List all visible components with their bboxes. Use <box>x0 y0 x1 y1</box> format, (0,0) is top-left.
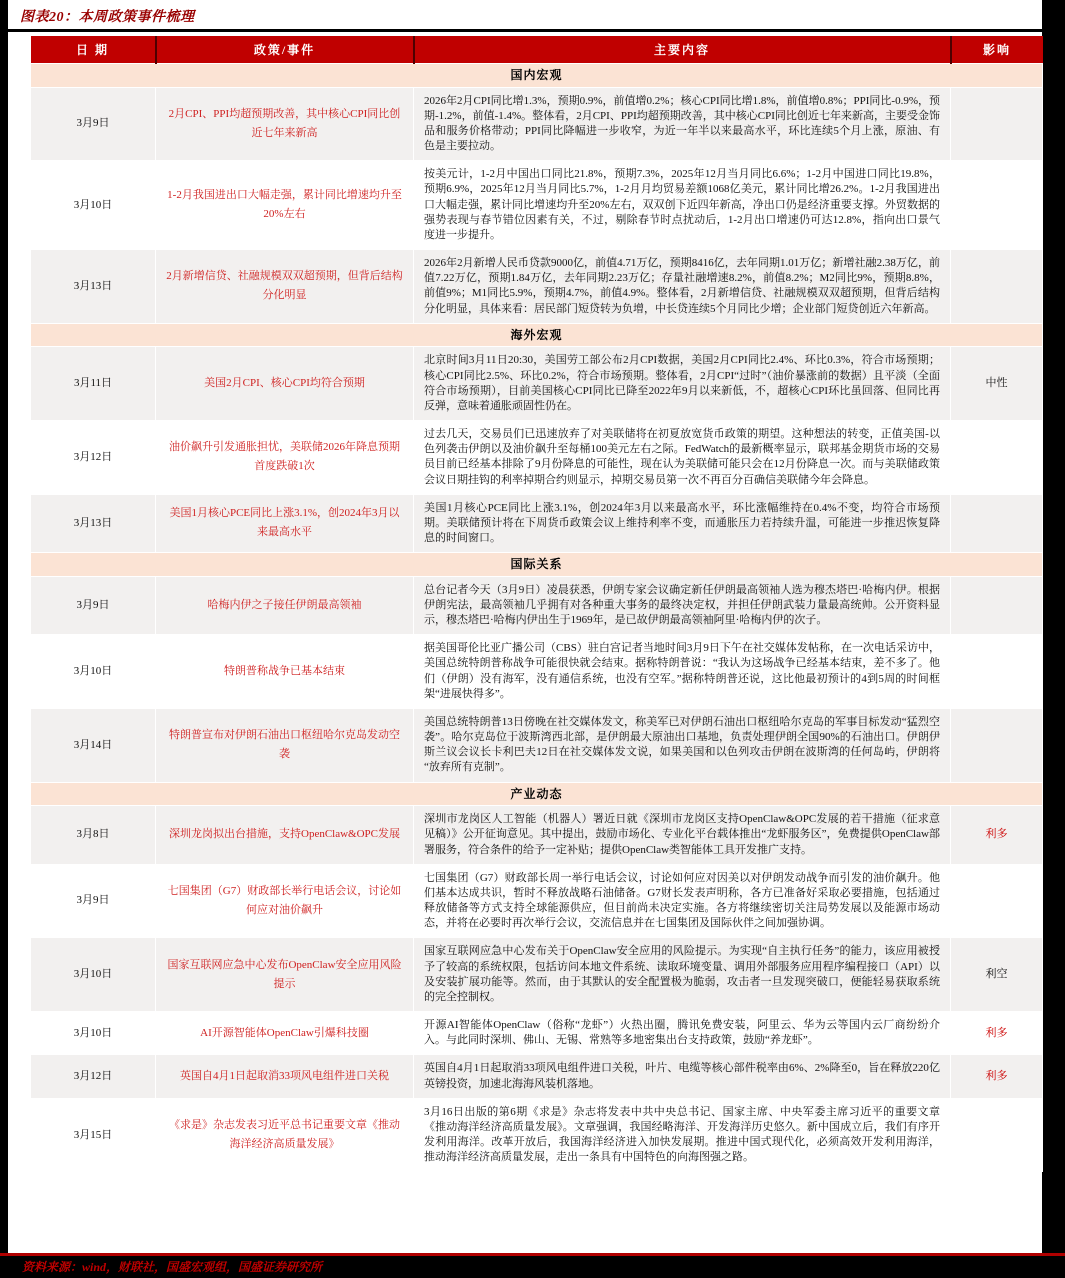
impact-cell: 利多 <box>951 1055 1043 1098</box>
section-header-row <box>31 553 1043 577</box>
date-cell: 3月10日 <box>31 635 156 709</box>
content-cell: 美国总统特朗普13日傍晚在社交媒体发文，称美军已对伊朗石油出口枢纽哈尔克岛的军事目标发动“猛烈空袭”。哈尔克岛位于波斯湾西北部，是伊朗最大原油出口基地，负责处理伊朗全国90%的石油出口。伊朗伊斯兰议会议长卡利巴夫12日在社交媒体发文说，如果美国和以色列攻击伊朗在波斯湾的任何岛屿，伊朗将“放弃所有克制”。 <box>414 708 951 782</box>
table-row <box>31 938 1043 1012</box>
column-header-content: 主要内容 <box>414 36 951 64</box>
footer-bar <box>0 1256 1065 1278</box>
content-cell: 深圳市龙岗区人工智能（机器人）署近日就《深圳市龙岗区支持OpenClaw&OPC发展的若干措施（征求意见稿）》公开征询意见。其中提出，鼓励市场化、专业化平台载体推出“龙虾服务区”，免费提供OpenClaw部署服务，符合条件的给予一定补贴；提供OpenClaw类智能体工具开发推广支持。 <box>414 806 951 865</box>
section-header-row <box>31 64 1043 88</box>
event-cell: 2月CPI、PPI均超预期改善，其中核心CPI同比创近七年来新高 <box>156 87 414 161</box>
event-cell: 特朗普称战争已基本结束 <box>156 635 414 709</box>
column-header-event: 政策/事件 <box>156 36 414 64</box>
section-title: 海外宏观 <box>31 323 1043 347</box>
table-row <box>31 708 1043 782</box>
table-header <box>31 36 1043 64</box>
table-row <box>31 1012 1043 1055</box>
event-cell: 深圳龙岗拟出台措施，支持OpenClaw&OPC发展 <box>156 806 414 865</box>
impact-cell <box>951 421 1043 495</box>
impact-cell <box>951 161 1043 250</box>
page-title: 图表20：本周政策事件梳理 <box>20 10 195 25</box>
table-row <box>31 347 1043 421</box>
date-cell: 3月13日 <box>31 250 156 324</box>
content-cell: 按美元计，1-2月中国出口同比21.8%，预期7.3%，2025年12月当月同比6.6%；1-2月中国进口同比19.8%，预期6.9%，2025年12月当月同比5.7%，1-2月月均贸易差额1068亿美元，累计同比增26.2%。1-2月我国进出口大幅走强，累计同比增速均升至20%左右，双双创下近四年新高，净出口仍是经济重要支撑。外贸数据的强势表现与春节错位因素有关，不过，剔除春节时点扰动后，1-2月出口增速仍可达12.8%，指向出口景气度进一步提升。 <box>414 161 951 250</box>
content-cell: 据美国哥伦比亚广播公司（CBS）驻白宫记者当地时间3月9日下午在社交媒体发帖称，在一次电话采访中，美国总统特朗普称战争可能很快就会结束。据称特朗普说：“我认为这场战争已经基本结束，差不多了。他们（伊朗）没有海军，没有通信系统，也没有空军。”据称特朗普还说，这比他最初预计的4到5周的时间框架“进展快得多”。 <box>414 635 951 709</box>
date-cell: 3月8日 <box>31 806 156 865</box>
table-row <box>31 1098 1043 1172</box>
source-note: 资料来源：wind，财联社，国盛宏观组，国盛证券研究所 <box>22 1260 323 1274</box>
date-cell: 3月9日 <box>31 576 156 635</box>
content-cell: 开源AI智能体OpenClaw（俗称“龙虾”）火热出圈，腾讯免费安装，阿里云、华为云等国内云厂商纷纷介入。与此同时深圳、佛山、无锡、常熟等多地密集出台支持政策，鼓励“养龙虾”。 <box>414 1012 951 1055</box>
date-cell: 3月9日 <box>31 87 156 161</box>
table-row <box>31 806 1043 865</box>
content-cell: 3月16日出版的第6期《求是》杂志将发表中共中央总书记、国家主席、中央军委主席习近平的重要文章《推动海洋经济高质量发展》。文章强调，我国经略海洋、开发海洋历史悠久。新中国成立后，我们有序开发利用海洋。改革开放后，我国海洋经济进入加快发展期。推进中国式现代化，必须高效开发利用海洋，推动海洋经济高质量发展，走出一条具有中国特色的向海图强之路。 <box>414 1098 951 1172</box>
event-cell: 哈梅内伊之子接任伊朗最高领袖 <box>156 576 414 635</box>
event-cell: 油价飙升引发通胀担忧，美联储2026年降息预期首度跌破1次 <box>156 421 414 495</box>
content-cell: 2026年2月CPI同比增1.3%，预期0.9%，前值增0.2%；核心CPI同比增1.8%，前值增0.8%；PPI同比-0.9%，预期-1.2%，前值-1.4%。整体看，2月CPI、PPI均超预期改善，其中核心CPI同比创近七年来新高，主要受金饰品和服务价格带动；PPI同比降幅进一步收窄，为近一年半以来最高水平，环比连续5个月上涨，原油、有色是主要拉动。 <box>414 87 951 161</box>
event-cell: AI开源智能体OpenClaw引爆科技圈 <box>156 1012 414 1055</box>
title-divider <box>8 29 1042 32</box>
table-row <box>31 864 1043 938</box>
table-row <box>31 250 1043 324</box>
table-body <box>31 64 1043 1172</box>
event-cell: 1-2月我国进出口大幅走强，累计同比增速均升至20%左右 <box>156 161 414 250</box>
date-cell: 3月12日 <box>31 421 156 495</box>
event-cell: 美国2月CPI、核心CPI均符合预期 <box>156 347 414 421</box>
section-title: 产业动态 <box>31 782 1043 806</box>
table-row <box>31 494 1043 553</box>
content-cell: 国家互联网应急中心发布关于OpenClaw安全应用的风险提示。为实现“自主执行任务”的能力，该应用被授予了较高的系统权限，包括访问本地文件系统、读取环境变量、调用外部服务应用程序编程接口（API）以及安装扩展功能等。然而，由于其默认的安全配置极为脆弱，攻击者一旦发现突破口，便能轻易获取系统的完全控制权。 <box>414 938 951 1012</box>
event-cell: 《求是》杂志发表习近平总书记重要文章《推动海洋经济高质量发展》 <box>156 1098 414 1172</box>
section-header-row <box>31 782 1043 806</box>
policy-events-table <box>30 36 1043 1172</box>
table-row <box>31 635 1043 709</box>
impact-cell <box>951 864 1043 938</box>
section-title: 国际关系 <box>31 553 1043 577</box>
impact-cell: 利多 <box>951 1012 1043 1055</box>
content-cell: 总台记者今天（3月9日）凌晨获悉，伊朗专家会议确定新任伊朗最高领袖人选为穆杰塔巴·哈梅内伊。根据伊朗宪法，最高领袖几乎拥有对各种重大事务的最终决定权，并担任伊朗武装力量最高统帅。公开资料显示，穆杰塔巴·哈梅内伊出生于1969年，是已故伊朗最高领袖阿里·哈梅内伊的次子。 <box>414 576 951 635</box>
column-header-date: 日 期 <box>31 36 156 64</box>
column-header-impact: 影响 <box>951 36 1043 64</box>
impact-cell: 利空 <box>951 938 1043 1012</box>
impact-cell: 利多 <box>951 806 1043 865</box>
section-header-row <box>31 323 1043 347</box>
table-row <box>31 421 1043 495</box>
content-cell: 过去几天，交易员们已迅速放弃了对美联储将在初夏放宽货币政策的期望。这种想法的转变，正值美国-以色列袭击伊朗以及油价飙升至每桶100美元左右之际。FedWatch的最新概率显示，联邦基金期货市场的交易员目前已经基本排除了9月份降息的可能性，现在认为美联储可能只会在12月份降息一次。而与美联储政策会议日期挂钩的利率掉期合约则显示，掉期交易员第一次不再百分百确信美联储今年会降息。 <box>414 421 951 495</box>
date-cell: 3月9日 <box>31 864 156 938</box>
content-cell: 七国集团（G7）财政部长周一举行电话会议，讨论如何应对因美以对伊朗发动战争而引发的油价飙升。他们基本达成共识，暂时不释放战略石油储备。G7财长发表声明称，各方已准备好采取必要措施，包括通过释放储备等方式支持全球能源供应，但目前尚未决定实施。各方将继续密切关注局势发展以及能源市场动态，并将在必要时再次举行会议，交流信息并在七国集团及国际伙伴之间加强协调。 <box>414 864 951 938</box>
content-cell: 美国1月核心PCE同比上涨3.1%，创2024年3月以来最高水平，环比涨幅维持在0.4%不变，均符合市场预期。美联储预计将在下周货币政策会议上维持利率不变，而通胀压力若持续升温，可能进一步推迟恢复降息的时间窗口。 <box>414 494 951 553</box>
impact-cell <box>951 1098 1043 1172</box>
content-cell: 北京时间3月11日20:30，美国劳工部公布2月CPI数据，美国2月CPI同比2.4%、环比0.3%，符合市场预期；核心CPI同比2.5%、环比0.2%，符合市场预期。整体看，2月CPI“过时”（油价暴涨前的数据）且平淡（全面符合市场预期），目前美国核心CPI同比已降至2022年9月以来新低，不，超核心CPI环比虽回落、但同比再反弹，意味着通胀顽固性仍在。 <box>414 347 951 421</box>
table-row <box>31 87 1043 161</box>
event-cell: 特朗普宣布对伊朗石油出口枢纽哈尔克岛发动空袭 <box>156 708 414 782</box>
page-edge-left <box>0 0 8 1278</box>
table-row <box>31 576 1043 635</box>
event-cell: 英国自4月1日起取消33项风电组件进口关税 <box>156 1055 414 1098</box>
event-cell: 七国集团（G7）财政部长举行电话会议，讨论如何应对油价飙升 <box>156 864 414 938</box>
impact-cell <box>951 635 1043 709</box>
content-cell: 英国自4月1日起取消33项风电组件进口关税，叶片、电缆等核心部件税率由6%、2%降至0，旨在释放220亿英镑投资，加速北海海风装机落地。 <box>414 1055 951 1098</box>
impact-cell <box>951 708 1043 782</box>
event-cell: 国家互联网应急中心发布OpenClaw安全应用风险提示 <box>156 938 414 1012</box>
impact-cell <box>951 87 1043 161</box>
date-cell: 3月11日 <box>31 347 156 421</box>
impact-cell: 中性 <box>951 347 1043 421</box>
date-cell: 3月12日 <box>31 1055 156 1098</box>
date-cell: 3月15日 <box>31 1098 156 1172</box>
date-cell: 3月10日 <box>31 938 156 1012</box>
impact-cell <box>951 250 1043 324</box>
impact-cell <box>951 576 1043 635</box>
date-cell: 3月14日 <box>31 708 156 782</box>
impact-cell <box>951 494 1043 553</box>
date-cell: 3月13日 <box>31 494 156 553</box>
event-cell: 美国1月核心PCE同比上涨3.1%，创2024年3月以来最高水平 <box>156 494 414 553</box>
section-title: 国内宏观 <box>31 64 1043 88</box>
page-edge-right <box>1042 0 1065 1278</box>
content-cell: 2026年2月新增人民币贷款9000亿，前值4.71万亿，预期8416亿，去年同期1.01万亿；新增社融2.38万亿，前值7.22万亿，预期1.84万亿，去年同期2.23万亿；存量社融增速8.2%，前值8.2%；M2同比9%，预期8.8%，前值9%；M1同比5.9%，预期4.7%，前值4.9%。整体看，2月新增信贷、社融规模双双超预期，但背后结构分化明显，具体来看：居民部门短贷转为负增，中长贷连续5个月同比少增；企业部门短贷创近六年新高。 <box>414 250 951 324</box>
table-row <box>31 161 1043 250</box>
event-cell: 2月新增信贷、社融规模双双超预期，但背后结构分化明显 <box>156 250 414 324</box>
table-row <box>31 1055 1043 1098</box>
date-cell: 3月10日 <box>31 1012 156 1055</box>
date-cell: 3月10日 <box>31 161 156 250</box>
